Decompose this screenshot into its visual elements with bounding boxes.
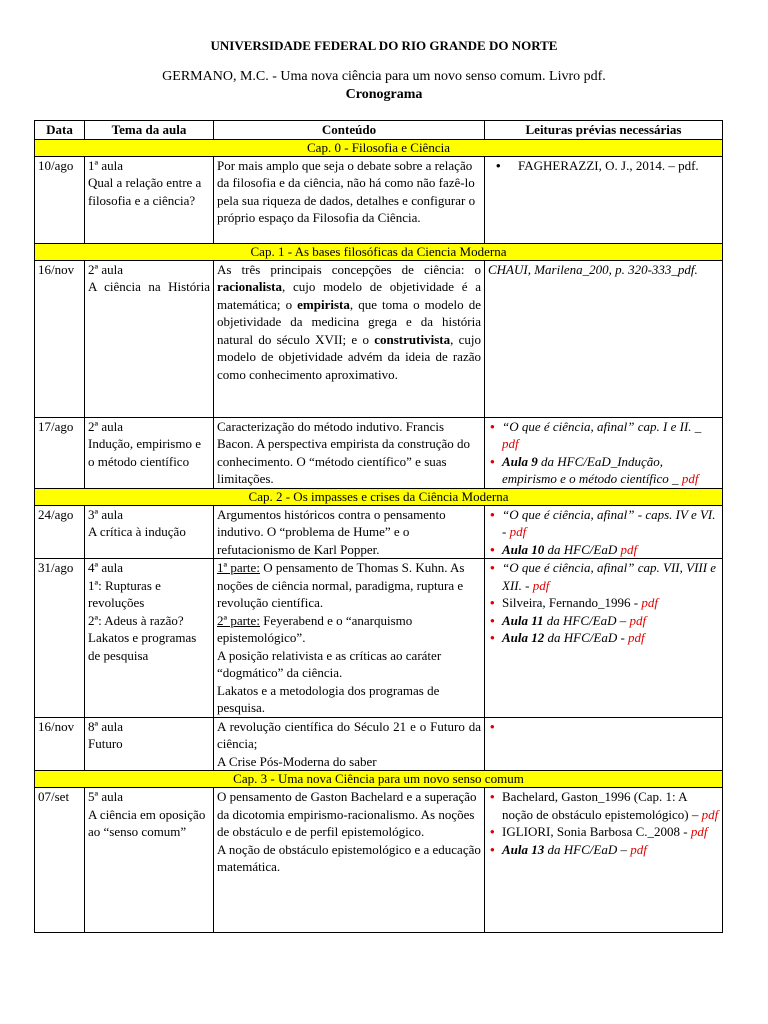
lesson-number: 8ª aula [88, 718, 123, 734]
row-leituras [485, 417, 723, 488]
table-row [35, 788, 723, 933]
row-date: 31/ago [35, 559, 85, 718]
chapter-title: Cap. 2 - Os impasses e crises da Ciência Moderna [35, 488, 723, 505]
row-conteudo [214, 717, 485, 771]
column-header-leituras: Leituras prévias necessárias [485, 121, 723, 140]
lesson-topic: 2ª: Adeus à razão? Lakatos e programas de pesquisa [88, 612, 197, 663]
row-date: 24/ago [35, 505, 85, 559]
reading-item [488, 823, 719, 841]
row-conteudo [214, 260, 485, 417]
reading-text: Bachelard, Gaston_1996 (Cap. 1: A noção de obstáculo epistemológico) – [502, 789, 702, 822]
table-row [35, 717, 723, 771]
page-title: Cronograma [345, 87, 423, 102]
content-paragraph: O pensamento de Gaston Bachelard e a superação da dicotomia empirismo-racionalismo. As noções de obstáculo e de perfil epistemológico. [217, 789, 477, 839]
content-text: , cujo modelo de objetividade advém da ideia de razão como conhecimento aproximativo. [217, 331, 481, 382]
pdf-link[interactable]: pdf [620, 541, 638, 557]
pdf-link[interactable]: pdf [509, 524, 527, 539]
column-header-date: Data [35, 121, 85, 140]
lesson-topic: Qual a relação entre a filosofia e a ciência? [88, 175, 202, 208]
column-header-conteudo: Conteúdo [214, 121, 485, 140]
pdf-link[interactable]: pdf [641, 595, 658, 610]
content-text: Feyerabend e o “anarquismo epistemológico”. [217, 612, 413, 645]
reading-item [488, 629, 719, 647]
reading-item [488, 718, 719, 736]
reading-text: da HFC/EaD – [544, 841, 631, 857]
lesson-number: 3ª aula [88, 506, 123, 522]
row-tema [85, 417, 214, 488]
table-row [35, 260, 723, 417]
lesson-topic: 1ª: Rupturas e revoluções [88, 577, 161, 610]
row-leituras [485, 717, 723, 771]
lesson-number: 2ª aula [88, 261, 123, 277]
reading-item [488, 841, 719, 859]
reading-text: IGLIORI, Sonia Barbosa C._2008 - [502, 824, 691, 839]
reading-item [488, 594, 719, 612]
row-tema [85, 788, 214, 933]
row-conteudo [214, 559, 485, 718]
reading-item [488, 788, 719, 823]
content-text: , cujo modelo de objetividade é a matemática; o [217, 279, 481, 312]
lesson-topic: A crítica à indução [88, 524, 186, 539]
content-paragraph: A noção de obstáculo epistemológico e a educação matemática. [217, 841, 481, 874]
content-paragraph: A Crise Pós-Moderna do saber [217, 753, 377, 769]
lesson-topic: A ciência na História [88, 279, 210, 294]
row-date: 10/ago [35, 156, 85, 243]
reading-lesson: Aula 9 [502, 453, 538, 469]
row-leituras [485, 788, 723, 933]
book-reference: GERMANO, M.C. - Uma nova ciência para um novo senso comum. Livro pdf. [162, 69, 606, 84]
reading-text: da HFC/EaD – [543, 612, 630, 628]
pdf-link[interactable]: pdf [532, 577, 550, 593]
reading-text: “O que é ciência, afinal” - caps. IV e VI. - [502, 506, 716, 539]
reading-item [488, 612, 719, 630]
part-label: 1ª parte: [217, 560, 260, 575]
university-title: UNIVERSIDADE FEDERAL DO RIO GRANDE DO NORTE [210, 38, 558, 53]
chapter-title: Cap. 0 - Filosofia e Ciência [35, 139, 723, 156]
lesson-number: 1ª aula [88, 157, 123, 173]
lesson-number: 2ª aula [88, 418, 123, 434]
lesson-number: 5ª aula [88, 789, 123, 804]
pdf-link[interactable]: pdf [701, 806, 719, 822]
row-date: 07/set [35, 788, 85, 933]
part-label: 2ª parte: [217, 612, 260, 628]
reading-item [488, 541, 719, 559]
table-header-row [35, 121, 723, 140]
reading-text: “O que é ciência, afinal” cap. VII, VIII e XII. - [502, 560, 717, 593]
lesson-topic: Indução, empirismo e o método científico [88, 436, 201, 469]
lesson-number: 4ª aula [88, 560, 123, 575]
row-date: 16/nov [35, 717, 85, 771]
reading-text: da HFC/EaD [544, 541, 621, 557]
reading-item [488, 453, 719, 488]
reading-text: da HFC/EaD_Indução, empirismo e o método científico _ [502, 453, 682, 486]
row-conteudo [214, 788, 485, 933]
content-keyword: racionalista [217, 279, 282, 294]
reading-lesson: Aula 11 [502, 612, 544, 628]
table-row [35, 559, 723, 718]
chapter-row [35, 139, 723, 156]
row-conteudo: Caracterização do método indutivo. Francis Bacon. A perspectiva empirista da construção do conhecimento. O “método científico” e suas limitações. [214, 417, 485, 488]
reading-text: da HFC/EaD - [544, 630, 629, 645]
pdf-link[interactable]: pdf [628, 630, 645, 645]
reading-lesson: Aula 13 [502, 841, 545, 857]
row-conteudo: Por mais amplo que seja o debate sobre a relação da filosofia e da ciência, não há como não fazê-lo pela sua riqueza de dados, detalhes e configurar o próprio espaço da Filosofia da Ciência. [214, 156, 485, 243]
pdf-link[interactable]: pdf [690, 824, 708, 839]
row-tema [85, 505, 214, 559]
chapter-title: Cap. 3 - Uma nova Ciência para um novo senso comum [35, 771, 723, 788]
row-leituras [485, 156, 723, 243]
pdf-link[interactable]: pdf [681, 471, 699, 486]
chapter-title: Cap. 1 - As bases filosóficas da Ciencia Moderna [35, 243, 723, 260]
row-tema [85, 156, 214, 243]
reading-lesson: Aula 10 [502, 541, 545, 557]
chapter-row [35, 243, 723, 260]
lesson-topic: Futuro [88, 736, 123, 751]
content-keyword: empirista [297, 296, 350, 312]
column-header-tema: Tema da aula [85, 121, 214, 140]
content-text: , que toma o modelo de objetividade da medicina grega e da história natural do século XVII; e o [217, 296, 481, 347]
reading-lesson: Aula 12 [502, 630, 545, 645]
chapter-row [35, 771, 723, 788]
row-conteudo: Argumentos históricos contra o pensamento indutivo. O “problema de Hume” e o refutacionismo de Karl Popper. [214, 505, 485, 559]
content-paragraph: A posição relativista e as críticas ao caráter “dogmático” da ciência. [217, 647, 442, 680]
row-leituras [485, 559, 723, 718]
content-keyword: construtivista [374, 331, 451, 347]
reading-text: Silveira, Fernando_1996 - [502, 595, 642, 610]
table-row [35, 505, 723, 559]
table-row [35, 417, 723, 488]
row-date: 16/nov [35, 260, 85, 417]
row-leituras: CHAUI, Marilena_200, p. 320-333_pdf. [485, 260, 723, 417]
table-row [35, 156, 723, 243]
content-text: As três principais concepções de ciência: o [217, 261, 481, 277]
content-paragraph [217, 612, 481, 647]
reading-item: • FAGHERAZZI, O. J., 2014. – pdf. [488, 157, 719, 175]
pdf-link[interactable]: pdf [502, 436, 519, 451]
reading-item [488, 506, 719, 541]
content-paragraph: A revolução científica do Século 21 e o Futuro da ciência; [217, 718, 481, 751]
chapter-row [35, 488, 723, 505]
schedule-table [34, 120, 723, 933]
pdf-link[interactable]: pdf [629, 612, 647, 628]
row-date: 17/ago [35, 417, 85, 488]
row-tema [85, 717, 214, 771]
row-leituras [485, 505, 723, 559]
reading-item [488, 559, 719, 594]
reading-text: “O que é ciência, afinal” cap. I e II. _ [502, 418, 702, 434]
content-paragraph [217, 559, 481, 612]
row-tema [85, 260, 214, 417]
lesson-topic: A ciência em oposição ao “senso comum” [88, 806, 206, 839]
content-paragraph: Lakatos e a metodologia dos programas de pesquisa. [217, 682, 440, 715]
row-tema [85, 559, 214, 718]
pdf-link[interactable]: pdf [630, 841, 647, 857]
reading-item [488, 418, 719, 453]
content-text: O pensamento de Thomas S. Kuhn. As noções de ciência normal, paradigma, ruptura e revolução científica. [217, 560, 465, 610]
